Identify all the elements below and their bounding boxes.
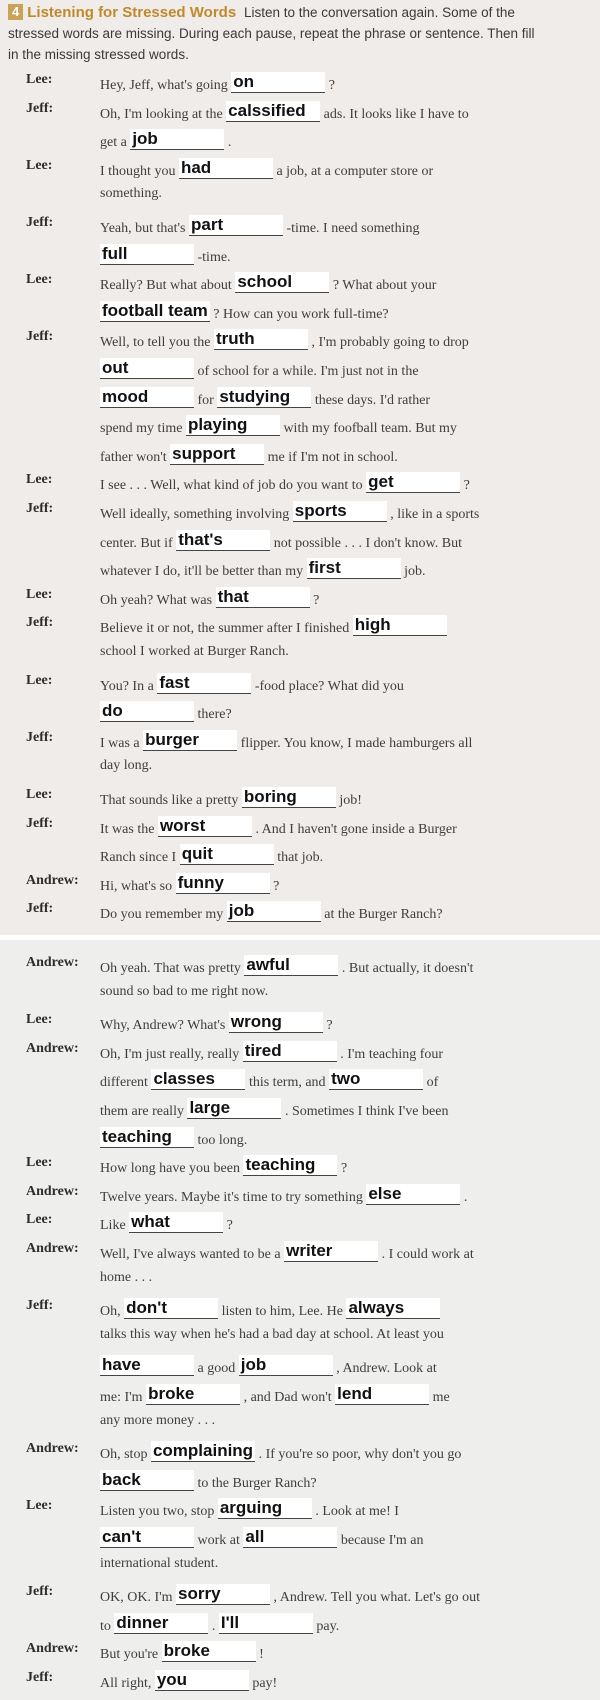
speaker-label: Lee: [26,672,53,688]
dialogue-text [100,1470,317,1492]
text-segment: . Sometimes I think I've been [284,1104,449,1119]
text-segment: Oh, [100,1304,121,1320]
dialogue-text [100,329,469,351]
text-segment: . But actually, it doesn't [341,961,474,976]
answer-blank[interactable]: fast [157,673,251,694]
text-segment: ? [340,1161,348,1177]
text-segment: Ranch since I [100,850,177,866]
answer-blank[interactable]: quit [180,844,274,865]
speaker-label: Lee: [26,787,53,802]
text-segment: , Andrew. Look at [336,1361,437,1377]
text-segment: to the Burger Ranch? [197,1475,317,1491]
answer-blank[interactable]: football team [102,300,208,320]
text-segment: talks this way when he's had a bad day at school. At least you [100,1326,444,1342]
answer-blank[interactable]: boring [242,787,336,808]
text-segment: with my foofball team. But my [283,421,457,437]
answer-blank[interactable]: mood [100,387,194,408]
text-segment: school I worked at Burger Ranch. [100,644,289,659]
text-segment: of [426,1075,439,1091]
text-segment: sound so bad to me right now. [100,983,269,999]
answer-blank[interactable]: that [216,587,310,608]
answer-blank[interactable]: what [129,1212,223,1233]
answer-blank[interactable]: full [100,244,194,265]
text-segment: , and Dad won't [243,1390,332,1405]
answer-blank[interactable]: truth [214,329,308,350]
dialogue-text [100,644,289,660]
dialogue-text [100,301,389,323]
answer-blank[interactable]: wrong [229,1012,323,1033]
speaker-label: Jeff: [26,1298,54,1314]
text-segment: Why, Andrew? What's [100,1018,226,1034]
dialogue-text [100,1241,474,1263]
dialogue-text [100,1441,461,1463]
dialogue-text [100,72,335,94]
dialogue-text [100,1012,333,1034]
speaker-label: Jeff: [26,100,54,116]
text-segment: It was the [100,821,155,837]
speaker-label: Lee: [26,272,53,288]
instructions-line-3: in the missing stressed words. [8,47,189,62]
text-segment: pay! [252,1676,278,1691]
answer-blank[interactable]: else [366,1184,460,1205]
dialogue-text [100,1041,443,1063]
text-segment: . [227,135,232,151]
speaker-label: Andrew: [26,1241,79,1256]
dialogue-text [100,1527,423,1549]
dialogue-text [100,901,443,923]
answer-blank[interactable]: classes [151,1069,245,1090]
speaker-label: Jeff: [26,815,54,831]
dialogue-text [100,1327,444,1343]
text-segment: ? [328,78,335,93]
text-segment: All right, [100,1676,152,1691]
answer-blank[interactable]: I'll [219,1613,313,1634]
text-segment: ? What about your [332,278,437,294]
answer-blank[interactable]: back [100,1470,194,1491]
answer-blank[interactable]: can't [100,1527,194,1548]
answer-blank[interactable]: dinner [114,1613,208,1634]
text-segment: me [432,1390,450,1405]
text-segment: Oh, I'm just really, really [100,1046,240,1062]
text-segment: , like in a sports [390,507,480,522]
text-segment: ? [326,1018,333,1034]
dialogue-text [100,1584,480,1606]
text-segment: a good [197,1361,236,1377]
dialogue-text [100,387,430,409]
answer-blank[interactable]: teaching [100,1127,194,1148]
dialogue-text [100,1413,215,1429]
dialogue-text [100,129,231,151]
dialogue-text [100,215,419,237]
answer-blank[interactable]: first [307,558,401,579]
dialogue-text [100,272,436,294]
text-segment: me: I'm [100,1390,143,1405]
dialogue-text [100,787,362,809]
speaker-label: Jeff: [26,729,54,745]
speaker-label: Jeff: [26,615,54,631]
text-segment: whatever I do, it'll be better than my [100,564,304,580]
answer-blank[interactable]: out [100,358,194,379]
dialogue-text [100,444,398,466]
dialogue-text [100,955,473,977]
instructions-line-1: Listen to the conversation again. Some of the [243,5,515,20]
speaker-label: Jeff: [26,1584,54,1600]
dialogue-text [100,615,447,637]
speaker-label: Jeff: [26,901,54,917]
speaker-label: Andrew: [26,1183,79,1199]
answer-blank[interactable]: awful [244,955,338,976]
dialogue-text [100,587,319,609]
text-segment: center. But if [100,535,173,551]
dialogue-text [100,984,268,1000]
text-segment: day long. [100,758,153,774]
text-segment: there? [197,707,232,723]
answer-blank[interactable]: job [130,129,224,150]
text-segment: ? [226,1218,233,1234]
dialogue-text [100,186,162,202]
speaker-label: Jeff: [26,1670,54,1685]
text-segment: flipper. You know, I made hamburgers all [240,735,473,751]
text-segment: them are really [100,1104,184,1119]
dialogue-text [100,101,469,123]
text-segment: job. [404,564,426,580]
text-segment: You? In a [100,678,154,694]
answer-blank[interactable]: calssified [226,101,320,122]
dialogue-text [100,1098,448,1120]
dialogue-text [100,558,426,580]
answer-blank[interactable]: burger [143,730,237,751]
text-segment: Hey, Jeff, what's going [100,78,228,93]
dialogue-text [100,730,472,752]
text-segment: . [211,1618,216,1634]
answer-blank[interactable]: that's [176,530,270,551]
speaker-label: Andrew: [26,1441,79,1457]
answer-blank[interactable]: all [243,1527,337,1548]
answer-blank[interactable]: had [179,158,273,179]
answer-blank[interactable]: get [366,472,460,493]
text-segment: that job. [277,850,324,866]
answer-blank[interactable]: on [231,72,325,93]
text-segment: of school for a while. I'm just not in the [197,364,419,379]
dialogue-text [100,1298,440,1320]
dialogue-text [100,844,323,866]
answer-blank[interactable]: sports [293,501,387,522]
text-segment: to [100,1618,111,1634]
dialogue-text [100,1069,438,1091]
text-segment: a job, at a computer store or [276,163,434,179]
speaker-label: Lee: [26,586,53,602]
text-segment: I thought you [100,163,176,179]
answer-blank[interactable]: sorry [176,1584,270,1605]
text-segment: Well, I've always wanted to be a [100,1247,281,1262]
answer-blank[interactable]: arguing [218,1498,312,1519]
answer-blank[interactable]: large [187,1098,281,1119]
text-segment: ? [273,878,280,894]
answer-blank[interactable]: playing [186,415,280,436]
speaker-label: Andrew: [26,1040,79,1056]
answer-blank[interactable]: broke [146,1384,240,1405]
dialogue-text [100,1384,450,1406]
text-segment: . If you're so poor, why don't you go [258,1447,462,1463]
text-segment: . [463,1189,468,1205]
speaker-label: Lee: [26,1498,53,1514]
text-segment: something. [100,186,162,202]
dialogue-text [100,701,232,723]
answer-blank[interactable]: high [353,615,447,636]
text-segment: ? [463,478,470,494]
text-segment: ads. It looks like I have to [323,106,469,122]
text-segment: not possible . . . I don't know. But [273,535,462,551]
dialogue-text [100,1212,233,1234]
text-segment: any more money . . . [100,1412,216,1428]
text-segment: work at [197,1533,240,1548]
text-segment: Well ideally, something involving [100,507,290,522]
text-segment: job! [339,793,362,808]
answer-blank[interactable]: writer [284,1241,378,1262]
text-segment: Yeah, but that's [100,221,186,236]
speaker-label: Lee: [26,1155,53,1171]
dialogue-text [100,1127,247,1149]
speaker-label: Lee: [26,1212,53,1228]
instructions-line-2: stressed words are missing. During each pause, repeat the phrase or sentence. Then fill [8,26,535,41]
text-segment: Do you remember my [100,907,224,923]
text-segment: -time. I need something [286,221,420,236]
dialogue-text [100,673,404,695]
speaker-label: Jeff: [26,329,54,345]
text-segment: for [197,392,214,408]
text-segment: these days. I'd rather [314,392,431,408]
text-segment: Believe it or not, the summer after I finished [100,621,350,637]
text-segment: . Look at me! I [315,1504,399,1520]
dialogue-text [100,1355,437,1377]
dialogue-text [100,530,462,552]
answer-blank[interactable]: worst [158,816,252,837]
exercise-header [8,2,593,65]
text-segment: Oh yeah? What was [100,592,213,608]
text-segment: How long have you been [100,1161,240,1177]
answer-blank[interactable]: job [227,901,321,922]
text-segment: spend my time [100,421,183,437]
dialogue-text [100,1270,152,1286]
text-segment: , Andrew. Tell you what. Let's go out [273,1590,480,1606]
text-segment: . And I haven't gone inside a Burger [255,821,457,837]
text-segment: Oh yeah. That was pretty [100,961,241,976]
text-segment: at the Burger Ranch? [324,907,443,923]
answer-blank[interactable]: lend [335,1384,429,1405]
text-segment: international student. [100,1555,219,1571]
dialogue-text [100,501,479,523]
text-segment: because I'm an [340,1533,424,1548]
text-segment: home . . . [100,1269,153,1285]
text-segment: listen to him, Lee. He [221,1304,343,1320]
speaker-label: Jeff: [26,215,54,230]
speaker-label: Jeff: [26,501,54,516]
text-segment: But you're [100,1647,159,1663]
answer-blank[interactable]: part [189,215,283,236]
speaker-label: Andrew: [26,872,79,888]
text-segment: -time. [197,249,231,265]
text-segment: , I'm probably going to drop [311,335,469,351]
answer-blank[interactable]: always [346,1298,440,1319]
answer-blank[interactable]: you [155,1670,249,1691]
dialogue-text [100,816,457,838]
speaker-label: Lee: [26,72,53,87]
text-segment: OK, OK. I'm [100,1590,173,1606]
answer-blank[interactable]: don't [124,1298,218,1319]
text-segment: That sounds like a pretty [100,793,239,808]
exercise-title: Listening for Stressed Words [27,4,237,21]
dialogue-text [100,1613,339,1635]
text-segment: pay. [316,1618,340,1634]
text-segment: Oh, I'm looking at the [100,106,223,122]
text-segment: Oh, stop [100,1447,148,1463]
answer-blank[interactable]: studying [217,387,311,408]
dialogue-text [100,1498,399,1520]
speaker-label: Andrew: [26,955,79,970]
text-segment: . I could work at [381,1247,474,1262]
dialogue-text [100,1184,467,1206]
answer-blank[interactable]: job [239,1355,333,1376]
answer-blank[interactable]: support [170,444,264,465]
text-segment: this term, and [248,1075,326,1091]
text-segment: ? How can you work full-time? [213,306,389,322]
dialogue-text [100,1155,347,1177]
text-segment: father won't [100,449,167,465]
dialogue-text [100,358,419,380]
dialogue-text [100,873,279,895]
text-segment: different [100,1075,148,1091]
text-segment: Like [100,1218,126,1234]
dialogue-text [100,415,457,437]
text-segment: Hi, what's so [100,878,173,894]
dialogue-text [100,1670,277,1692]
text-segment: Well, to tell you the [100,335,211,351]
answer-blank[interactable]: have [100,1355,194,1376]
text-segment: . I'm teaching four [340,1046,444,1062]
dialogue-text [100,472,470,494]
text-segment: -food place? What did you [254,678,404,694]
text-segment: ? [313,592,320,608]
text-segment: I see . . . Well, what kind of job do you want to [100,478,363,494]
answer-blank[interactable]: school [235,272,329,293]
answer-blank[interactable]: two [329,1069,423,1090]
answer-blank[interactable]: complaining [152,1441,254,1461]
speaker-label: Lee: [26,157,53,173]
dialogue-text [100,758,152,774]
text-segment: Twelve years. Maybe it's time to try something [100,1189,363,1205]
text-segment: ! [259,1647,264,1663]
dialogue-text [100,1556,218,1572]
speaker-label: Lee: [26,472,53,488]
answer-blank[interactable]: tired [243,1041,337,1062]
text-segment: me if I'm not in school. [267,449,398,465]
answer-blank[interactable]: do [100,701,194,722]
dialogue-text [100,1641,264,1663]
dialogue-text [100,244,231,266]
dialogue-text [100,158,433,180]
answer-blank[interactable]: broke [162,1641,256,1662]
answer-blank[interactable]: teaching [243,1155,337,1176]
speaker-label: Lee: [26,1012,53,1028]
answer-blank[interactable]: funny [176,873,270,894]
exercise-number-badge: 4 [8,4,23,20]
text-segment: Listen you two, stop [100,1504,215,1520]
text-segment: too long. [197,1132,248,1148]
text-segment: I was a [100,735,140,751]
speaker-label: Andrew: [26,1641,79,1657]
text-segment: get a [100,135,127,151]
text-segment: Really? But what about [100,278,232,294]
